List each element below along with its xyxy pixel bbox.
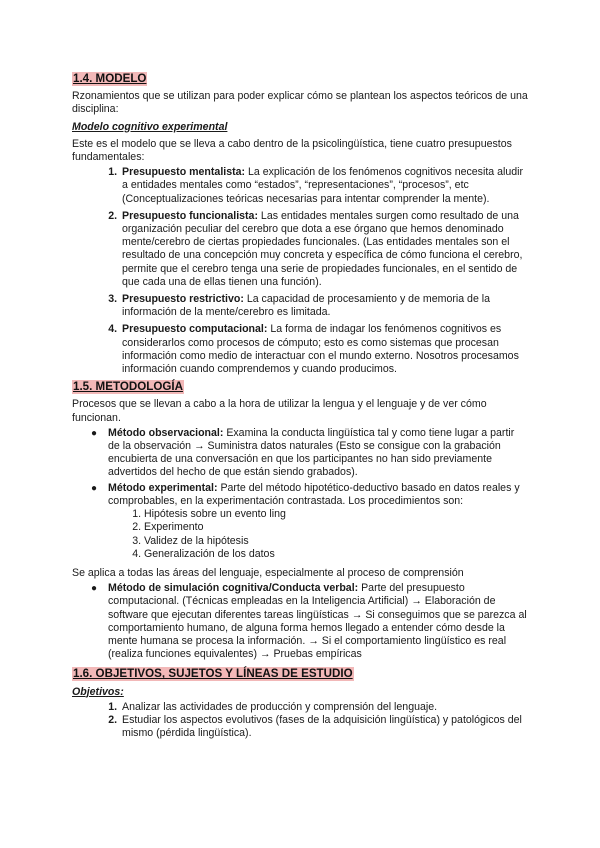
heading-metodologia: 1.5. METODOLOGÍA — [73, 380, 183, 394]
list-item: 2. Estudiar los aspectos evolutivos (fases de la adquisición lingüística) y patológicos del mismo (pérdida lingüística). — [120, 714, 528, 740]
heading-objetivos: 1.6. OBJETIVOS, SUJETOS Y LÍNEAS DE ESTUDIO — [73, 667, 353, 681]
section-modelo — [72, 72, 528, 86]
list-item: 1. Hipótesis sobre un evento ling — [144, 508, 528, 521]
list-item: ● Método de simulación cognitiva/Conducta verbal: Parte del presupuesto computacional. (Técnicas empleadas en la Inteligencia Artificial) → Elaboración de software que ejecutan diferentes tareas lingüísticas → Si conseguimos que se parezca al comportamiento humano, de alguna forma hemos llegado a entender cómo desde la mente humana se procesa la información. → Si el comportamiento lingüístico es real (realiza funciones equivalentes) → Pruebas empíricas — [91, 582, 527, 661]
list-item: 4. Presupuesto computacional: La forma de indagar los fenómenos cognitivos es considerarlos como procesos de cómputo; esto es como sistemas que procesan información como medio de interactuar con el mundo externo. Nosotros procesamos información cuando comprendemos y cuando producimos. — [120, 323, 528, 376]
objetivos-list — [72, 701, 528, 741]
bullet-icon: ● — [91, 427, 98, 439]
list-item: 3. Validez de la hipótesis — [144, 535, 528, 548]
list-item: ● Método observacional: Examina la conducta lingüística tal y como tiene lugar a partir de la observación → Suministra datos naturales (Esto se consigue con la grabación encubierta de una conversación en que los participantes no han sido previamente advertidos del hecho de que están siendo grabados). — [91, 426, 515, 479]
list-item: 3. Presupuesto restrictivo: La capacidad de procesamiento y de memoria de la información de la mente/cerebro es limitada. — [120, 293, 528, 319]
list-item: 2. Presupuesto funcionalista: Las entidades mentales surgen como resultado de una organización peculiar del cerebro que dota a ese órgano que hemos denominado mente/cerebro de ciertas propiedades funcionales. (Las entidades mentales son el resultado de una concepción muy concreta y específica de cómo funciona el cerebro, permite que el cerebro tenga una serie de propiedades funcionales, en el sentido de que cada una de ellas tienen una función). — [120, 210, 528, 289]
metodos-list — [72, 427, 528, 561]
heading-modelo: 1.4. MODELO — [73, 72, 147, 85]
list-item: 4. Generalización de los datos — [144, 548, 528, 561]
metodologia-intro: Procesos que se llevan a cabo a la hora de utilizar la lengua y el lenguaje y de ver cómo funcionan. — [72, 398, 487, 424]
bullet-icon: ● — [91, 482, 98, 494]
list-item: 1. Analizar las actividades de producción y comprensión del lenguaje. — [120, 701, 528, 714]
list-item: ● Método experimental: Parte del método hipotético-deductivo basado en datos reales y comprobables, en la experimentación contrastada. Los procedimientos son: 1. Hipótesis sobre un evento ling 2. Experimento 3. Validez de la hipótesis 4. Generalización de los datos — [108, 482, 528, 561]
presupuestos-list — [72, 166, 528, 376]
modelo-subhead: Modelo cognitivo experimental — [72, 120, 228, 133]
procedimientos-list — [108, 508, 528, 561]
bullet-icon: ● — [91, 583, 98, 595]
section-objetivos — [72, 667, 528, 681]
list-item: 1. Presupuesto mentalista: La explicación de los fenómenos cognitivos necesita aludir a entidades mentales como “estados”, “representaciones”, “procesos”, etc (Conceptualizaciones teóricas necesarias para intentar comprender la mente). — [120, 166, 528, 206]
objetivos-subhead: Objetivos: — [72, 685, 124, 698]
section-metodologia — [72, 380, 528, 394]
list-item: 2. Experimento — [144, 521, 528, 534]
modelo-intro: Rzonamientos que se utilizan para poder explicar cómo se plantean los aspectos teóricos de una disciplina: — [72, 90, 528, 116]
metodologia-note: Se aplica a todas las áreas del lenguaje, especialmente al proceso de comprensión — [72, 566, 464, 579]
simulacion-list — [72, 582, 528, 661]
modelo-lead: Este es el modelo que se lleva a cabo dentro de la psicolingüística, tiene cuatro presupuestos fundamentales: — [72, 137, 512, 164]
